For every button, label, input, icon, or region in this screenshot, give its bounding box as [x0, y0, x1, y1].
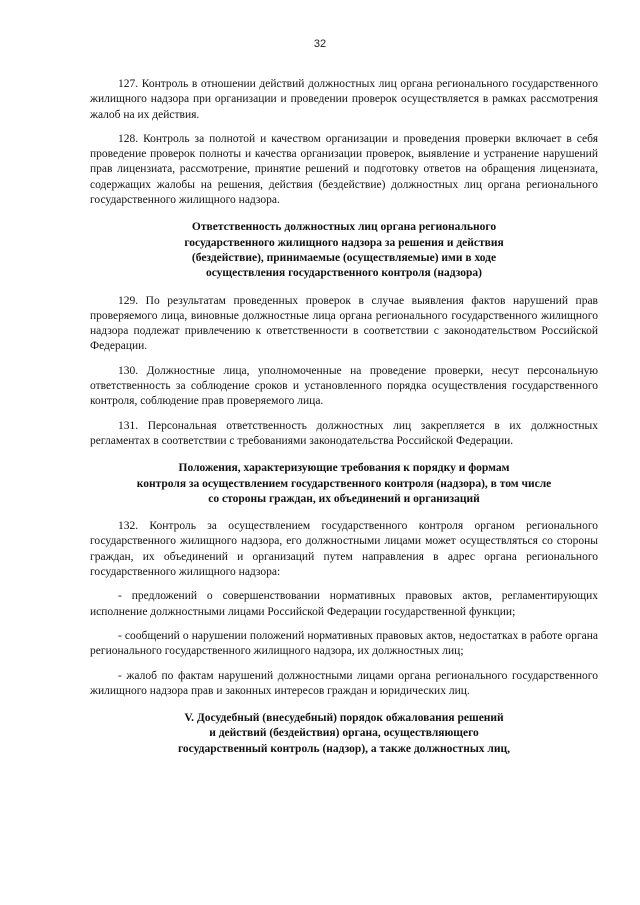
section-heading-responsibility — [90, 220, 598, 281]
heading-line: государственный контроль (надзор), а также должностных лиц, — [177, 742, 510, 755]
list-item-complaints: - жалоб по фактам нарушений должностными лицами органа регионального государственного жилищного надзора прав и законных интересов граждан и юридических лиц. — [90, 669, 598, 697]
paragraph-128: 128. Контроль за полнотой и качеством организации и проведения проверки включает в себя проведение проверок полноты и качества организации проверок, выявление и устранение нарушений прав лицензиата, рассмотрение, принятие решений и подготовку ответов на обращения лицензиата, содержащих жалобы на решения, действия (бездействие) должностных лиц органа регионального государственного жилищного надзора. — [90, 132, 598, 207]
heading-line: Положения, характеризующие требования к порядку и формам — [178, 462, 510, 475]
section-heading-control-forms — [90, 461, 598, 507]
heading-line: государственного жилищного надзора за решения и действия — [184, 236, 504, 249]
document-body — [90, 77, 598, 757]
paragraph-131: 131. Персональная ответственность должностных лиц закрепляется в их должностных регламентах в соответствии с требованиями законодательства Российской Федерации. — [90, 419, 598, 447]
heading-line: и действий (бездействия) органа, осуществляющего — [209, 727, 479, 740]
page-number: 32 — [313, 38, 327, 50]
paragraph-129: 129. По результатам проведенных проверок в случае выявления фактов нарушений прав проверяемого лица, виновные должностные лица органа регионального государственного жилищного надзора подлежат привлечению к ответственности в соответствии с законодательством Российской Федерации. — [90, 294, 598, 353]
paragraph-132: 132. Контроль за осуществлением государственного контроля органом регионального государственного жилищного надзора, его должностными лицами может осуществляться со стороны граждан, их объединений и организаций путем направления в адрес органа регионального государственного жилищного надзора: — [90, 520, 598, 579]
paragraph-127: 127. Контроль в отношении действий должностных лиц органа регионального государственного жилищного надзора при организации и проведении проверок осуществляется в рамках рассмотрения жалоб на их действия. — [90, 78, 598, 121]
heading-line: V. Досудебный (внесудебный) порядок обжалования решений — [184, 712, 504, 725]
list-item-proposals: - предложений о совершенствовании нормативных правовых актов, регламентирующих исполнение должностными лицами Российской Федерации государственной функции; — [90, 590, 598, 618]
heading-line: (бездействие), принимаемые (осуществляемые) ими в ходе — [191, 251, 497, 264]
heading-line: осуществления государственного контроля (надзора) — [205, 267, 482, 280]
list-item-reports: - сообщений о нарушении положений нормативных правовых актов, недостатках в работе органа регионального государственного жилищного надзора, их должностных лиц; — [90, 629, 598, 658]
heading-line: со стороны граждан, их объединений и организаций — [208, 492, 480, 505]
paragraph-130: 130. Должностные лица, уполномоченные на проведение проверки, несут персональную ответственность за соблюдение сроков и установленного порядка осуществления государственного контроля, соблюдение прав проверяемого лица. — [90, 364, 598, 408]
heading-line: Ответственность должностных лиц органа регионального — [191, 221, 497, 234]
section-heading-appeal — [90, 711, 598, 757]
heading-line: контроля за осуществлением государственного контроля (надзора), в том числе — [136, 477, 552, 490]
